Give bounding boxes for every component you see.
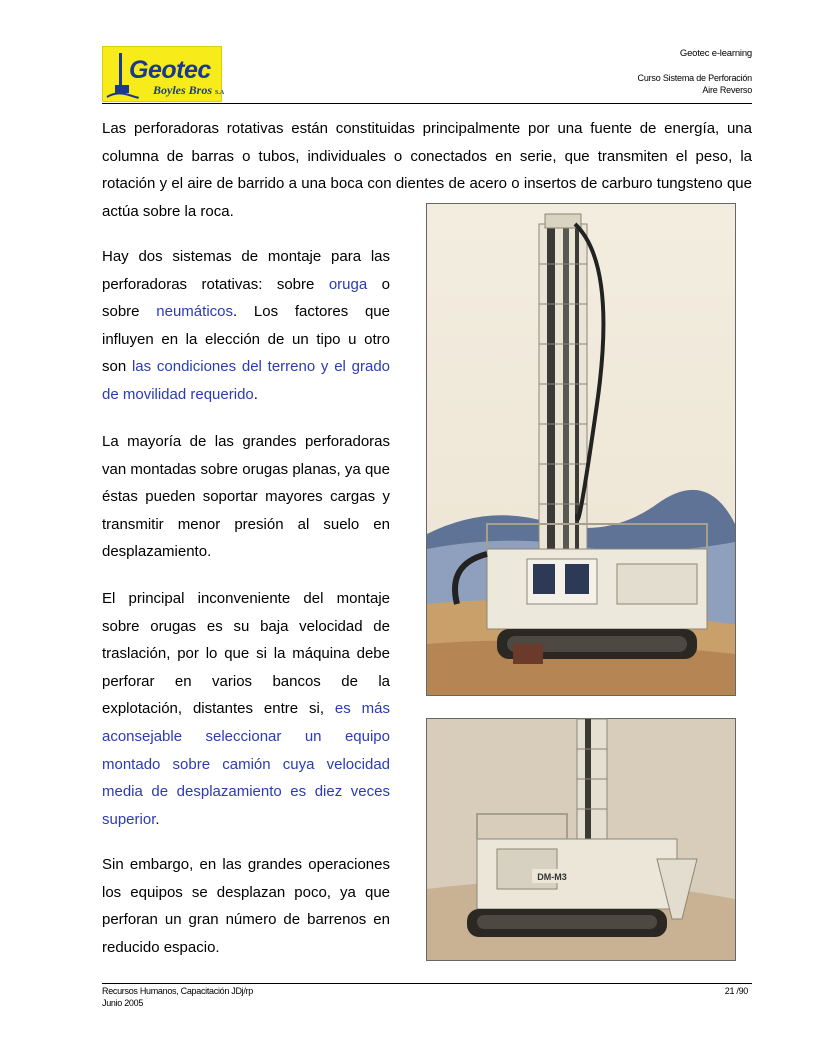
- footer-rule: [102, 983, 752, 984]
- logo-subtitle: Boyles Bros S.A: [153, 83, 225, 97]
- highlight-truck-recommendation: es más aconsejable seleccionar un equipo montado sobre camión cuya velocidad media de desplazamiento es diez veces superior: [102, 700, 390, 828]
- paragraph-mounting-systems: Hay dos sistemas de montaje para las perforadoras rotativas: sobre oruga o sobre neumáticos. Los factores que influyen en la elección de un tipo u otro son las condiciones del terreno y el grado de movilidad requerido.: [102, 248, 390, 403]
- highlight-neumaticos: neumáticos: [156, 303, 233, 321]
- footer-date: Junio 2005: [102, 998, 144, 1008]
- header-rule: [102, 103, 752, 104]
- footer-department: Recursos Humanos, Capacitación JDj/rp: [102, 986, 253, 996]
- header-subcourse: Aire Reverso: [702, 85, 752, 95]
- highlight-conditions: las condiciones del terreno y el grado de movilidad requerido: [102, 358, 390, 403]
- photo-dm-m3-drill: [426, 718, 736, 961]
- intro-paragraph: Las perforadoras rotativas están constituidas principalmente por una fuente de energía, una columna de barras o tubos, individuales o conectados en serie, que transmiten el peso, la rotación y el aire de barrido a una boca con dientes de acero o insertos de carburo tungsteno que actúa sobre la roca.: [102, 120, 752, 220]
- paragraph-tracks: La mayoría de las grandes perforadoras van montadas sobre orugas planas, ya que éstas pueden soportar mayores cargas y transmitir menor presión al suelo en desplazamiento.: [102, 433, 390, 561]
- company-logo: [102, 46, 225, 102]
- photo-crawler-drill-rig: [426, 203, 736, 696]
- footer-page-number: 21 /90: [724, 986, 748, 996]
- logo-name: Geotec: [129, 56, 211, 84]
- paragraph-large-operations: Sin embargo, en las grandes operaciones los equipos se desplazan poco, ya que perforan un gran número de barrenos en reducido espacio.: [102, 856, 390, 956]
- paragraph-drawback: El principal inconveniente del montaje sobre orugas es su baja velocidad de traslación, por lo que si la máquina debe perforar en varios bancos de la explotación, distantes entre si, es más aconsejable seleccionar un equipo montado sobre camión cuya velocidad media de desplazamiento es diez veces superior.: [102, 590, 390, 828]
- highlight-oruga: oruga: [328, 275, 368, 293]
- header-course: Curso Sistema de Perforación: [637, 73, 752, 83]
- header-brand: Geotec e-learning: [679, 48, 752, 59]
- machine-model-label: DM-M3: [537, 872, 567, 882]
